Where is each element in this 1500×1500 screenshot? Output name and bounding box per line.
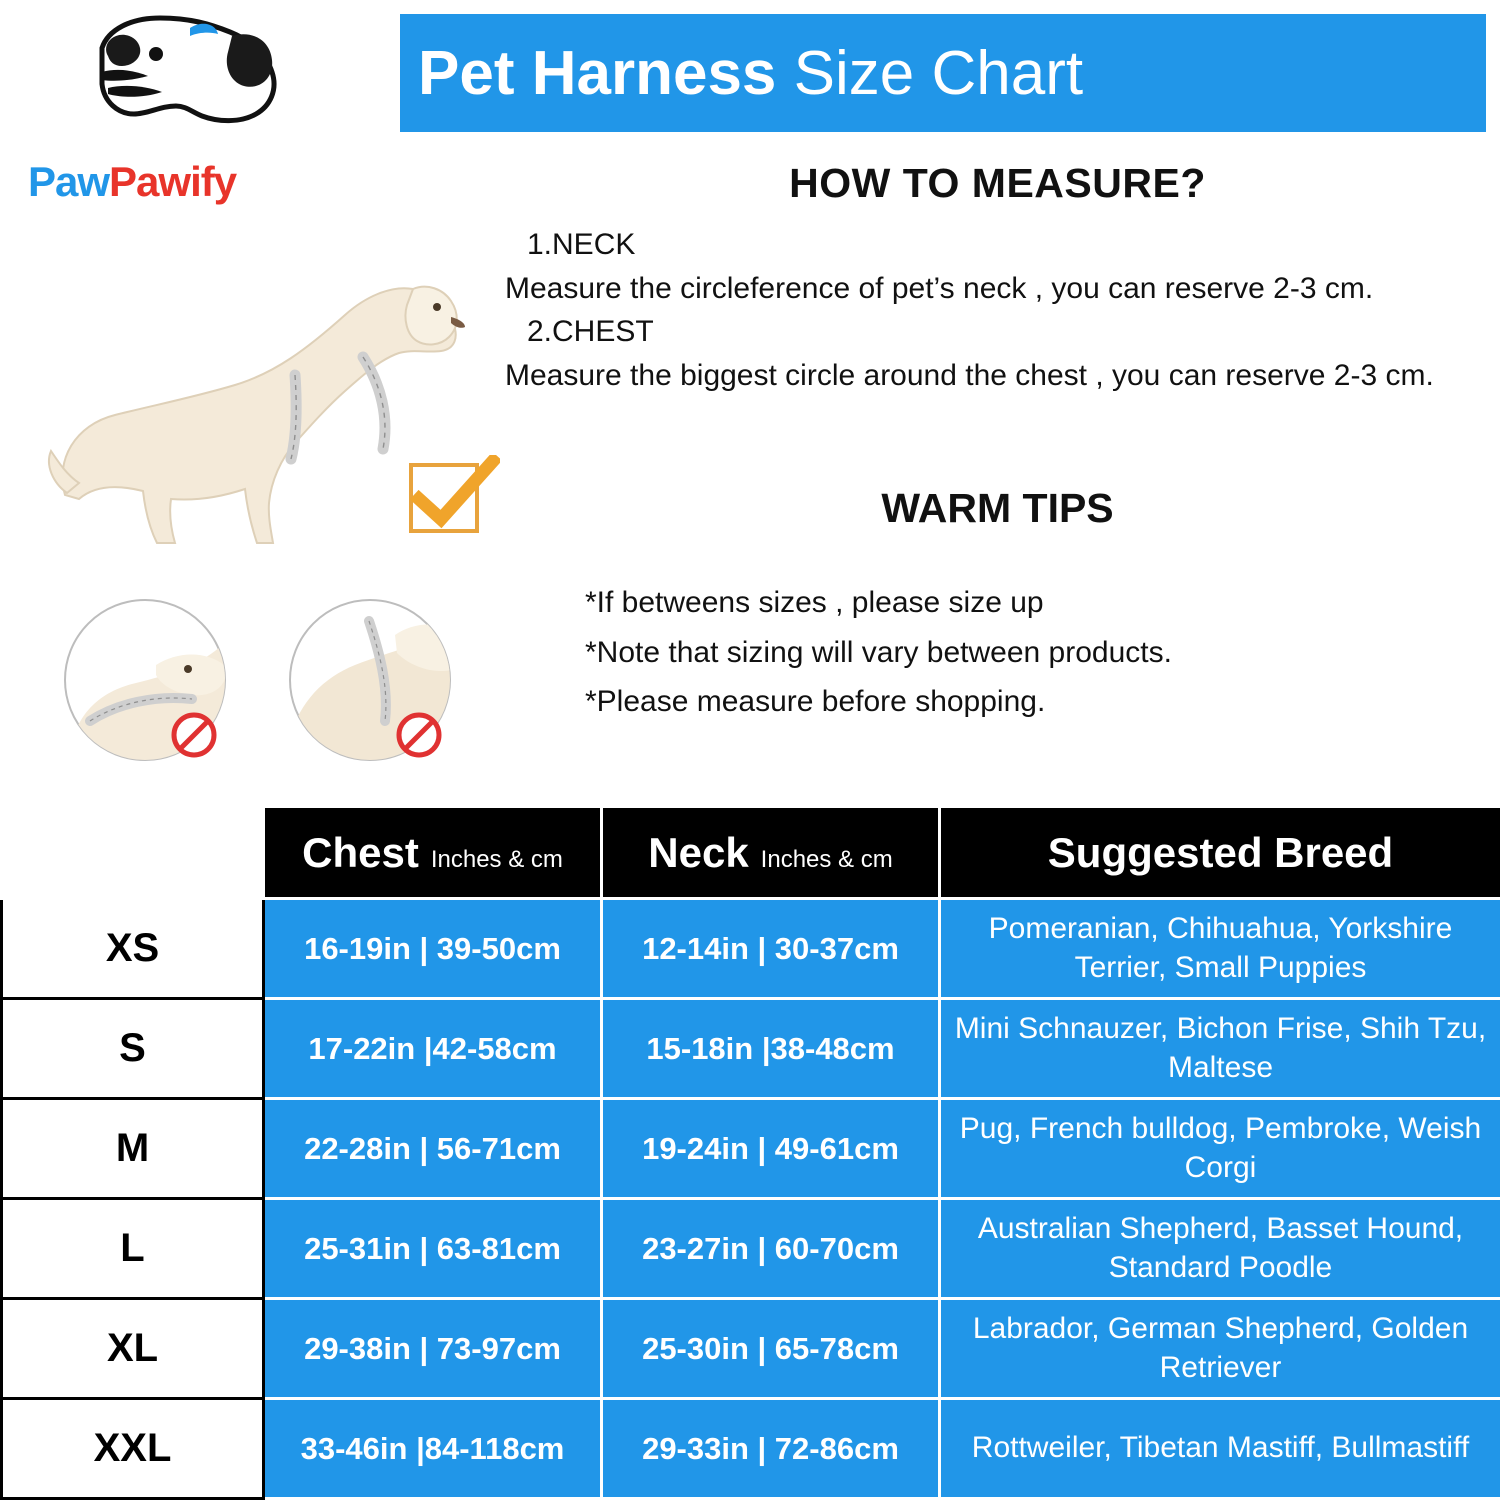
row-size: L [2, 1199, 264, 1299]
header-neck [602, 807, 940, 899]
row-neck: 23-27in | 60-70cm [602, 1199, 940, 1299]
size-table [0, 805, 1500, 1500]
warm-tip-item: *Please measure before shopping. [585, 685, 1046, 718]
header-chest-label: Chest [302, 828, 419, 876]
row-chest: 33-46in |84-118cm [264, 1399, 602, 1499]
table-row [2, 1299, 1500, 1399]
header-chest [264, 807, 602, 899]
header-breed-label: Suggested Breed [1047, 828, 1394, 876]
warm-tips-list [585, 578, 1500, 727]
row-chest: 29-38in | 73-97cm [264, 1299, 602, 1399]
row-neck: 19-24in | 49-61cm [602, 1099, 940, 1199]
brand-name-paw: Paw [28, 158, 110, 205]
row-size: XXL [2, 1399, 264, 1499]
table-row [2, 999, 1500, 1099]
warm-tip-item: *Note that sizing will vary between products. [585, 635, 1172, 669]
brand-name [28, 158, 236, 206]
row-breed: Labrador, German Shepherd, Golden Retriever [940, 1299, 1500, 1399]
warm-tips-title: WARM TIPS [881, 485, 1114, 531]
how-to-measure-title: HOW TO MEASURE? [789, 160, 1206, 206]
row-breed: Australian Shepherd, Basset Hound, Standard Poodle [940, 1199, 1500, 1299]
table-row [2, 899, 1500, 999]
row-breed: Mini Schnauzer, Bichon Frise, Shih Tzu, Maltese [940, 999, 1500, 1099]
row-neck: 12-14in | 30-37cm [602, 899, 940, 999]
page-title-bold: Pet Harness [418, 38, 777, 108]
page-title [418, 38, 1083, 109]
no-entry-icon [399, 715, 439, 755]
header-size [2, 807, 264, 899]
header-chest-unit: Inches & cm [430, 845, 563, 873]
row-breed: Pug, French bulldog, Pembroke, Weish Corgi [940, 1099, 1500, 1199]
table-header-row [2, 807, 1500, 899]
row-breed: Pomeranian, Chihuahua, Yorkshire Terrier, Small Puppies [940, 899, 1500, 999]
row-size: S [2, 999, 264, 1099]
brand-logo [18, 10, 368, 215]
row-size: XS [2, 899, 264, 999]
row-chest: 22-28in | 56-71cm [264, 1099, 602, 1199]
measure-step-2-text: Measure the biggest circle around the chest , you can reserve 2-3 cm. [505, 358, 1434, 392]
table-row [2, 1199, 1500, 1299]
row-neck: 25-30in | 65-78cm [602, 1299, 940, 1399]
size-table-wrapper [0, 805, 1500, 1500]
wrong-fit-example-2 [285, 595, 455, 765]
warm-tip-item: *If betweens sizes , please size up [585, 586, 1044, 619]
row-size: XL [2, 1299, 264, 1399]
measure-step-2-label: 2.CHEST [527, 315, 654, 348]
row-breed: Rottweiler, Tibetan Mastiff, Bullmastiff [940, 1399, 1500, 1499]
row-size: M [2, 1099, 264, 1199]
row-neck: 15-18in |38-48cm [602, 999, 940, 1099]
measure-step-1-text: Measure the circleference of pet’s neck , you can reserve 2-3 cm. [505, 271, 1374, 305]
row-chest: 17-22in |42-58cm [264, 999, 602, 1099]
brand-name-pawify: Pawify [109, 158, 237, 205]
header-neck-unit: Inches & cm [760, 845, 893, 873]
header-neck-label: Neck [648, 828, 749, 876]
row-neck: 29-33in | 72-86cm [602, 1399, 940, 1499]
no-entry-icon [174, 715, 214, 755]
page-title-light: Size Chart [776, 38, 1084, 108]
table-row [2, 1399, 1500, 1499]
header-breed [940, 807, 1500, 899]
row-chest: 25-31in | 63-81cm [264, 1199, 602, 1299]
how-to-measure-section [505, 160, 1490, 397]
wrong-fit-example-1 [60, 595, 230, 765]
header-banner [400, 14, 1486, 132]
dog-head-logo-icon [90, 10, 290, 140]
measure-step-1-label: 1.NECK [527, 228, 636, 261]
orange-check-icon [405, 455, 500, 550]
row-chest: 16-19in | 39-50cm [264, 899, 602, 999]
table-row [2, 1099, 1500, 1199]
